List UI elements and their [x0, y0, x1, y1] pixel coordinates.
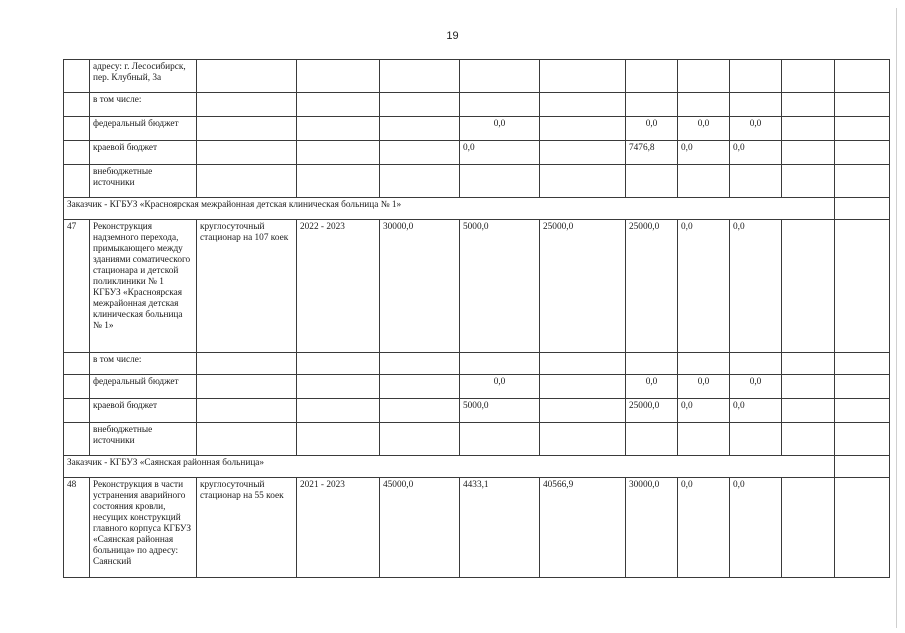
table-cell	[730, 60, 782, 93]
table-cell	[835, 399, 890, 423]
table-cell	[540, 375, 626, 399]
item-row	[64, 60, 890, 93]
table-cell: 2022 - 2023	[297, 220, 380, 353]
table-cell: 5000,0	[460, 399, 540, 423]
table-cell	[835, 165, 890, 198]
table-cell	[730, 423, 782, 456]
table-cell: 0,0	[460, 141, 540, 165]
row-number-cell: 48	[64, 478, 90, 578]
table-cell	[297, 141, 380, 165]
table-cell: 40566,9	[540, 478, 626, 578]
table-cell	[540, 165, 626, 198]
table-cell	[835, 141, 890, 165]
description-cell: краевой бюджет	[90, 399, 197, 423]
table-cell	[297, 60, 380, 93]
table-cell	[297, 165, 380, 198]
description-cell: внебюджетные источники	[90, 423, 197, 456]
table-cell	[197, 93, 297, 117]
funding-row	[64, 423, 890, 456]
description-cell: краевой бюджет	[90, 141, 197, 165]
table-cell	[835, 423, 890, 456]
table-cell: 0,0	[626, 375, 678, 399]
table-cell: 2021 - 2023	[297, 478, 380, 578]
table-cell: 0,0	[678, 220, 730, 353]
table-cell: 25000,0	[540, 220, 626, 353]
row-number-cell	[64, 423, 90, 456]
row-number-cell: 47	[64, 220, 90, 353]
description-cell: адресу: г. Лесосибирск, пер. Клубный, 3а	[90, 60, 197, 93]
description-cell: федеральный бюджет	[90, 375, 197, 399]
funding-row	[64, 93, 890, 117]
row-number-cell	[64, 399, 90, 423]
table-cell	[782, 60, 835, 93]
table-cell: 0,0	[730, 375, 782, 399]
table-cell: 45000,0	[380, 478, 460, 578]
table-cell: 25000,0	[626, 220, 678, 353]
table-cell: 0,0	[730, 399, 782, 423]
table-cell	[197, 60, 297, 93]
table-cell	[782, 141, 835, 165]
row-number-cell	[64, 353, 90, 375]
table-cell	[835, 353, 890, 375]
table-cell	[678, 60, 730, 93]
table-cell	[782, 220, 835, 353]
investment-table	[63, 59, 890, 578]
table-cell	[835, 375, 890, 399]
table-cell: 0,0	[730, 141, 782, 165]
table-cell: 0,0	[730, 220, 782, 353]
table-cell	[380, 353, 460, 375]
table-cell	[460, 93, 540, 117]
table-cell	[540, 93, 626, 117]
table-cell: 30000,0	[380, 220, 460, 353]
table-cell: 0,0	[678, 117, 730, 141]
funding-row	[64, 353, 890, 375]
table-cell: 4433,1	[460, 478, 540, 578]
table-cell	[835, 478, 890, 578]
table-cell	[297, 423, 380, 456]
table-cell: 0,0	[460, 375, 540, 399]
table-cell	[730, 93, 782, 117]
table-cell	[782, 375, 835, 399]
table-cell	[540, 117, 626, 141]
table-cell: 5000,0	[460, 220, 540, 353]
table-cell	[678, 423, 730, 456]
item-row	[64, 220, 890, 353]
customer-heading: Заказчик - КГБУЗ «Саянская районная больница»	[64, 456, 835, 478]
table-cell	[380, 117, 460, 141]
row-number-cell	[64, 117, 90, 141]
table-cell: 0,0	[460, 117, 540, 141]
table-cell	[380, 423, 460, 456]
table-cell	[380, 375, 460, 399]
table-cell	[380, 165, 460, 198]
table-cell	[540, 60, 626, 93]
table-cell	[626, 423, 678, 456]
table-cell	[782, 165, 835, 198]
table-cell	[197, 141, 297, 165]
table-cell: 0,0	[626, 117, 678, 141]
table-cell	[626, 60, 678, 93]
table-cell	[297, 399, 380, 423]
scan-edge-line	[896, 8, 897, 628]
funding-row	[64, 141, 890, 165]
table-cell	[835, 93, 890, 117]
table-cell	[540, 353, 626, 375]
table-cell: 25000,0	[626, 399, 678, 423]
table-cell	[460, 353, 540, 375]
table-cell: 30000,0	[626, 478, 678, 578]
funding-row	[64, 375, 890, 399]
table-cell	[678, 353, 730, 375]
table-cell	[678, 93, 730, 117]
table-cell	[730, 165, 782, 198]
table-cell	[626, 93, 678, 117]
row-number-cell	[64, 165, 90, 198]
description-cell: Реконструкция надземного перехода, примыкающего между зданиями соматического стационара и детской поликлиники № 1 КГБУЗ «Красноярская межрайонная детская клиническая больница № 1»	[90, 220, 197, 353]
table-cell	[197, 423, 297, 456]
funding-row	[64, 399, 890, 423]
table-cell	[197, 117, 297, 141]
table-cell	[460, 423, 540, 456]
table-body	[64, 60, 890, 578]
table-cell	[197, 399, 297, 423]
table-cell: 0,0	[730, 117, 782, 141]
table-cell	[835, 117, 890, 141]
description-cell: Реконструкция в части устранения аварийного состояния кровли, несущих конструкций главного корпуса КГБУЗ «Саянская районная больница» по адресу: Саянский	[90, 478, 197, 578]
table-cell	[380, 141, 460, 165]
table-cell	[540, 423, 626, 456]
row-number-cell	[64, 141, 90, 165]
table-cell	[460, 60, 540, 93]
table-cell	[540, 141, 626, 165]
customer-row	[64, 198, 890, 220]
table-cell	[297, 93, 380, 117]
table-cell	[782, 399, 835, 423]
table-cell	[197, 375, 297, 399]
table-cell: 7476,8	[626, 141, 678, 165]
table-cell	[678, 165, 730, 198]
table-cell	[380, 93, 460, 117]
table-cell: круглосуточный стационар на 107 коек	[197, 220, 297, 353]
table-cell: 0,0	[678, 141, 730, 165]
item-row	[64, 478, 890, 578]
description-cell: в том числе:	[90, 93, 197, 117]
table-cell	[626, 353, 678, 375]
table-cell: круглосуточный стационар на 55 коек	[197, 478, 297, 578]
table-cell	[297, 117, 380, 141]
table-cell	[782, 423, 835, 456]
table-cell	[730, 353, 782, 375]
funding-row	[64, 117, 890, 141]
table-cell	[197, 165, 297, 198]
row-number-cell	[64, 375, 90, 399]
table-cell	[835, 456, 890, 478]
table-cell	[782, 353, 835, 375]
description-cell: в том числе:	[90, 353, 197, 375]
table-cell: 0,0	[730, 478, 782, 578]
table-cell	[835, 220, 890, 353]
table-cell	[460, 165, 540, 198]
row-number-cell	[64, 93, 90, 117]
table-cell	[782, 93, 835, 117]
table-cell	[380, 60, 460, 93]
customer-heading: Заказчик - КГБУЗ «Красноярская межрайонная детская клиническая больница № 1»	[64, 198, 835, 220]
table-cell	[782, 478, 835, 578]
table-cell	[297, 375, 380, 399]
table-cell	[835, 198, 890, 220]
description-cell: федеральный бюджет	[90, 117, 197, 141]
table-cell	[835, 60, 890, 93]
table-cell	[197, 353, 297, 375]
table-cell: 0,0	[678, 399, 730, 423]
funding-row	[64, 165, 890, 198]
table-cell	[380, 399, 460, 423]
row-number-cell	[64, 60, 90, 93]
customer-row	[64, 456, 890, 478]
page-number: 19	[446, 30, 459, 42]
description-cell: внебюджетные источники	[90, 165, 197, 198]
table-cell	[782, 117, 835, 141]
table-cell: 0,0	[678, 478, 730, 578]
table-cell	[297, 353, 380, 375]
table-cell: 0,0	[678, 375, 730, 399]
table-cell	[626, 165, 678, 198]
table-cell	[540, 399, 626, 423]
